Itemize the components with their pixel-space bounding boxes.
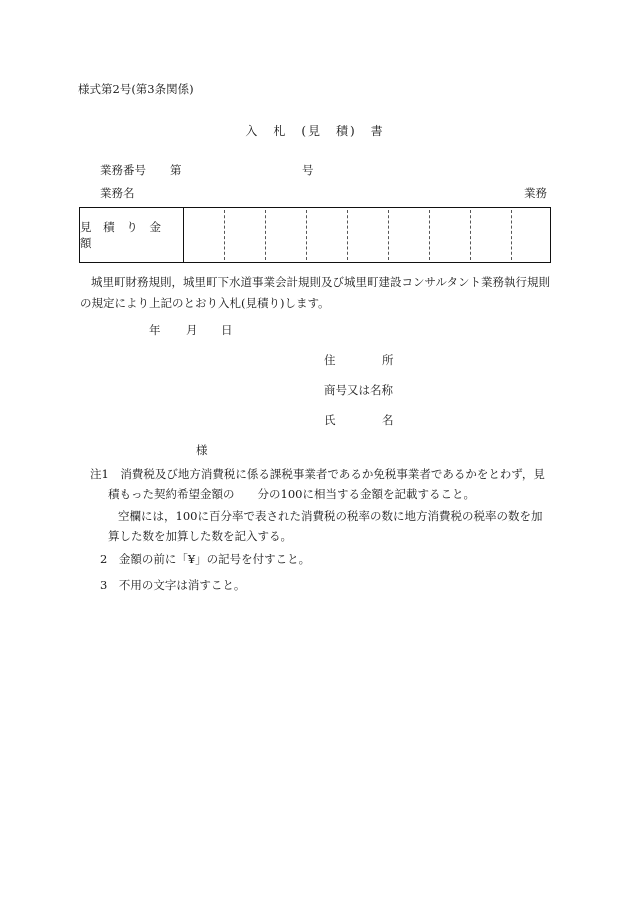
form-reference: 様式第2号(第3条関係): [78, 82, 194, 96]
name-label-part2: 名: [382, 413, 394, 427]
date-month: 月: [186, 323, 198, 337]
note-1-line-2: 積もった契約希望金額の 分の100に相当する金額を記載すること。: [108, 487, 475, 501]
note-3: 3 不用の文字は消すこと。: [100, 578, 246, 592]
job-name-label: 業務名: [100, 186, 135, 200]
note-1: [90, 464, 552, 504]
document-title: 入 札 (見 積) 書: [245, 124, 385, 138]
job-number-prefix: 第: [170, 163, 182, 177]
digit-separator: [265, 210, 266, 260]
date-year: 年: [149, 323, 161, 337]
note-2: 2 金額の前に「¥」の記号を付すこと。: [100, 552, 311, 566]
amount-label: 見 積 り 金 額: [80, 208, 184, 262]
note-1-cont-line-2: 算した数を加算した数を記入する。: [108, 529, 292, 543]
trade-name-label: 商号又は名称: [324, 383, 393, 397]
job-number-label: 業務番号: [100, 163, 146, 177]
digit-separator: [511, 210, 512, 260]
digit-separator: [306, 210, 307, 260]
name-label-part1: 氏: [324, 413, 336, 427]
note-1-cont-line-1: 空欄には，100に百分率で表された消費税の税率の数に地方消費税の税率の数を加: [118, 509, 543, 523]
amount-box: [79, 207, 551, 263]
digit-separator: [429, 210, 430, 260]
note-1-continuation: [90, 506, 552, 546]
address-label-part2: 所: [382, 353, 394, 367]
date-day: 日: [221, 323, 233, 337]
digit-separator: [224, 210, 225, 260]
job-name-suffix: 業務: [524, 186, 547, 200]
job-number-suffix: 号: [302, 163, 314, 177]
addressee-suffix: 様: [196, 443, 208, 457]
address-label-part1: 住: [324, 353, 336, 367]
digit-separator: [347, 210, 348, 260]
note-1-line-1: 注1 消費税及び地方消費税に係る課税事業者であるか免税事業者であるかをとわず，見: [90, 467, 545, 481]
digit-separator: [470, 210, 471, 260]
declaration-text: 城里町財務規則，城里町下水道事業会計規則及び城里町建設コンサルタント業務執行規則の規定により上記のとおり入札(見積り)します。: [80, 275, 550, 310]
digit-separator: [388, 210, 389, 260]
